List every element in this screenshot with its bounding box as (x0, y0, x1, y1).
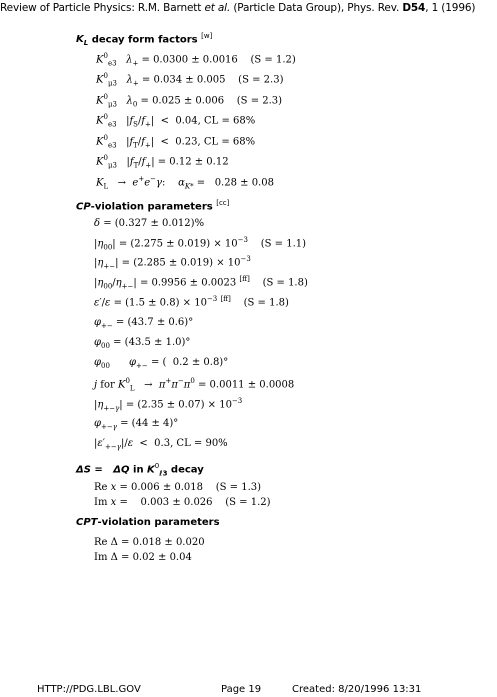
ref-cc: [cc] (216, 199, 230, 207)
ref-w: [w] (201, 32, 213, 40)
cp-line: $|\eta_{00}| = (2.275 \pm 0.019) \times 10^{-3}$ (S = 1.1) (94, 236, 307, 252)
footer-page: Page 19 (221, 684, 262, 695)
footer-url: HTTP://PDG.LBL.GOV (37, 684, 141, 695)
form-factor-line: $K_L \to e^+e^-\gamma$: $\alpha_{K*} = 0.28 \pm 0.08$ (96, 175, 274, 191)
header-tail: , 1 (1996) (425, 2, 476, 14)
header-group: (Particle Data Group), Phys. Rev. (230, 2, 403, 14)
cp-line: $|\eta_{+-\gamma}| = (2.35 \pm 0.07) \times 10^{-3}$ (94, 397, 243, 413)
form-factor-line: $K^0_{e3}$ $\lambda_+ = 0.0300 \pm 0.0016$ (S = 1.2) (96, 52, 296, 68)
section-title-cpt-violation: CPT-violation parameters (76, 517, 220, 528)
cp-line: $|\eta_{00}/\eta_{+-}| = 0.9956 \pm 0.0023$ [ff] (S = 1.8) (94, 275, 308, 291)
section-title-form-factors: $K_L$ decay form factors [w] (76, 32, 213, 48)
cp-line: $\varphi_{+-\gamma} = (44 \pm 4)^\circ$ (94, 418, 179, 431)
running-header (0, 2, 475, 14)
cp-line: $\varepsilon'/\varepsilon = (1.5 \pm 0.8) \times 10^{-3}$ [ff] (S = 1.8) (94, 295, 289, 309)
form-factor-line: $K^0_{\mu 3}$ $|f_T/f_+| = 0.12 \pm 0.12$ (96, 154, 229, 170)
delta-line: Re x = 0.006 ± 0.018 (S = 1.3) (94, 482, 262, 493)
cp-line: $|\eta_{+-}| = (2.285 \pm 0.019) \times 10^{-3}$ (94, 255, 251, 271)
cp-line: δ = (0.327 ± 0.012)% (94, 218, 205, 229)
cp-line: $\varphi_{00}$ $\varphi_{+-}$ = ( 0.2 ± 0.8)° (94, 357, 229, 370)
cp-line: $\varphi_{00} = (43.5 \pm 1.0)^\circ$ (94, 337, 191, 350)
form-factor-line: $K^0_{e3}$ $|f_S/f_+| < 0.04$, CL = 68% (96, 113, 256, 129)
form-factor-line: $K^0_{\mu 3}$ $\lambda_0 = 0.025 \pm 0.006$ (S = 2.3) (96, 93, 283, 109)
cp-line: $|\varepsilon'_{+-\gamma}|/\varepsilon < 0.3$, CL = 90% (94, 438, 228, 451)
cp-line: $\varphi_{+-} = (43.7 \pm 0.6)^\circ$ (94, 317, 194, 330)
cpt-line: Re Δ = 0.018 ± 0.020 (94, 537, 205, 548)
form-factor-line: $K^0_{e3}$ $|f_T/f_+| < 0.23$, CL = 68% (96, 134, 256, 150)
header-etal: et al. (204, 2, 231, 14)
section-title-cp-violation: CP-violation parameters [cc] (76, 199, 230, 213)
header-authors: R.M. Barnett (137, 2, 205, 14)
footer-created: Created: 8/20/1996 13:31 (292, 684, 422, 695)
header-volume: D54 (402, 2, 426, 14)
delta-line: Im x = 0.003 ± 0.026 (S = 1.2) (94, 497, 271, 508)
form-factor-line: $K^0_{\mu 3}$ $\lambda_+ = 0.034 \pm 0.005$ (S = 2.3) (96, 72, 284, 88)
header-prefix: Review of Particle Physics: (0, 2, 135, 14)
cpt-line: Im Δ = 0.02 ± 0.04 (94, 552, 192, 563)
cp-line: j for $K^0_L \to \pi^+\pi^-\pi^0 = 0.0011 \pm 0.0008$ (94, 377, 295, 393)
section-title-delta-s-delta-q: ΔS = ΔQ in $K^0_{\ell 3}$ decay (76, 462, 204, 478)
